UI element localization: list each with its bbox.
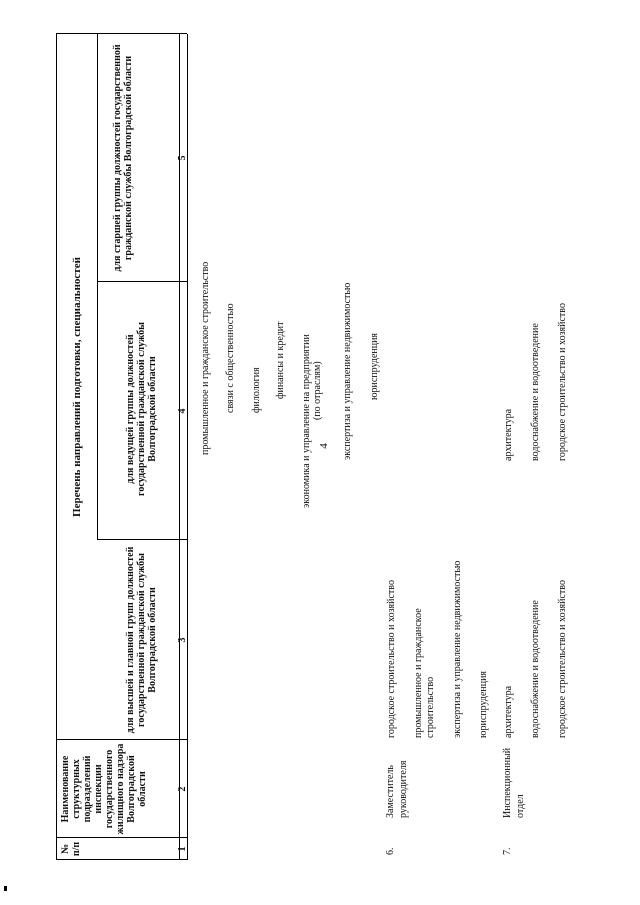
row-7-col3-item: водоснабжение и водоотведение (530, 600, 541, 738)
row-6-col3-item: промышленное и гражданское (413, 608, 424, 738)
row-6-name: руководителя (398, 760, 409, 818)
header-col4: для ведущей группы должностей государственной гражданской службы Волгоградской области (125, 322, 158, 496)
col-divider-3 (97, 539, 187, 540)
cont-col4-item: экономика и управление на предприятии (301, 334, 312, 508)
header-department: Наименование структурных подразделений инспекции государственного жилищного надзора Волгоградской области (60, 743, 148, 835)
row-7-col4-item: водоснабжение и водоотведение (530, 323, 541, 461)
page-number: 4 (317, 443, 330, 449)
header-col3: для высшей и главной групп должностей государственной гражданской службы Волгоградской области (125, 546, 158, 734)
row-6-number: 6. (385, 847, 396, 855)
col-number-5: 5 (177, 155, 188, 161)
row-7-col4-item: городское строительство и хозяйство (557, 303, 568, 461)
row-6-col3-item: экспертиза и управление недвижимостью (452, 560, 463, 738)
row-7-col4-item: архитектура (503, 408, 514, 461)
cont-col4-item: (по отраслям) (312, 361, 323, 420)
cont-col4-item: филология (251, 367, 262, 413)
cont-col4-item: финансы и кредит (275, 321, 286, 399)
cont-col4-item: юриспруденция (369, 332, 380, 400)
row-6-name: Заместитель (385, 765, 396, 818)
row-7-name: Инспекционный (502, 747, 513, 818)
row-7-col3-item: городское строительство и хозяйство (557, 580, 568, 738)
col-number-1: 1 (177, 846, 188, 852)
table-right-border (56, 33, 187, 34)
row-7-name: отдел (515, 794, 526, 818)
header-num: № п/п (60, 841, 82, 857)
row-7-col3-item: архитектура (503, 685, 514, 738)
col-divider-2 (56, 739, 187, 740)
row-6-col3-item: юриспруденция (478, 670, 489, 738)
cont-col4-item: промышленное и гражданское строительство (200, 261, 211, 455)
col-number-4: 4 (177, 408, 188, 414)
scan-artifact (4, 886, 7, 891)
header-group-title: Перечень направлений подготовки, специальностей (71, 257, 83, 517)
row-6-col3-item: строительство (425, 676, 436, 738)
cont-col4-item: связи с общественностью (225, 303, 236, 413)
col-number-2: 2 (177, 786, 188, 792)
rotated-table (0, 20, 620, 860)
table-top-border (56, 34, 57, 860)
cont-col4-item: экспертиза и управление недвижимостью (342, 282, 353, 460)
row-6-col3-item: городское строительство и хозяйство (386, 580, 397, 738)
table-left-border (56, 859, 187, 860)
col-number-3: 3 (177, 637, 188, 643)
group-header-rule (97, 34, 98, 540)
row-7-number: 7. (502, 847, 513, 855)
col-divider-4 (97, 281, 187, 282)
col-divider-1 (56, 837, 187, 838)
header-col5: для старшей группы должностей государственной гражданской службы Волгоградской области (112, 44, 134, 272)
